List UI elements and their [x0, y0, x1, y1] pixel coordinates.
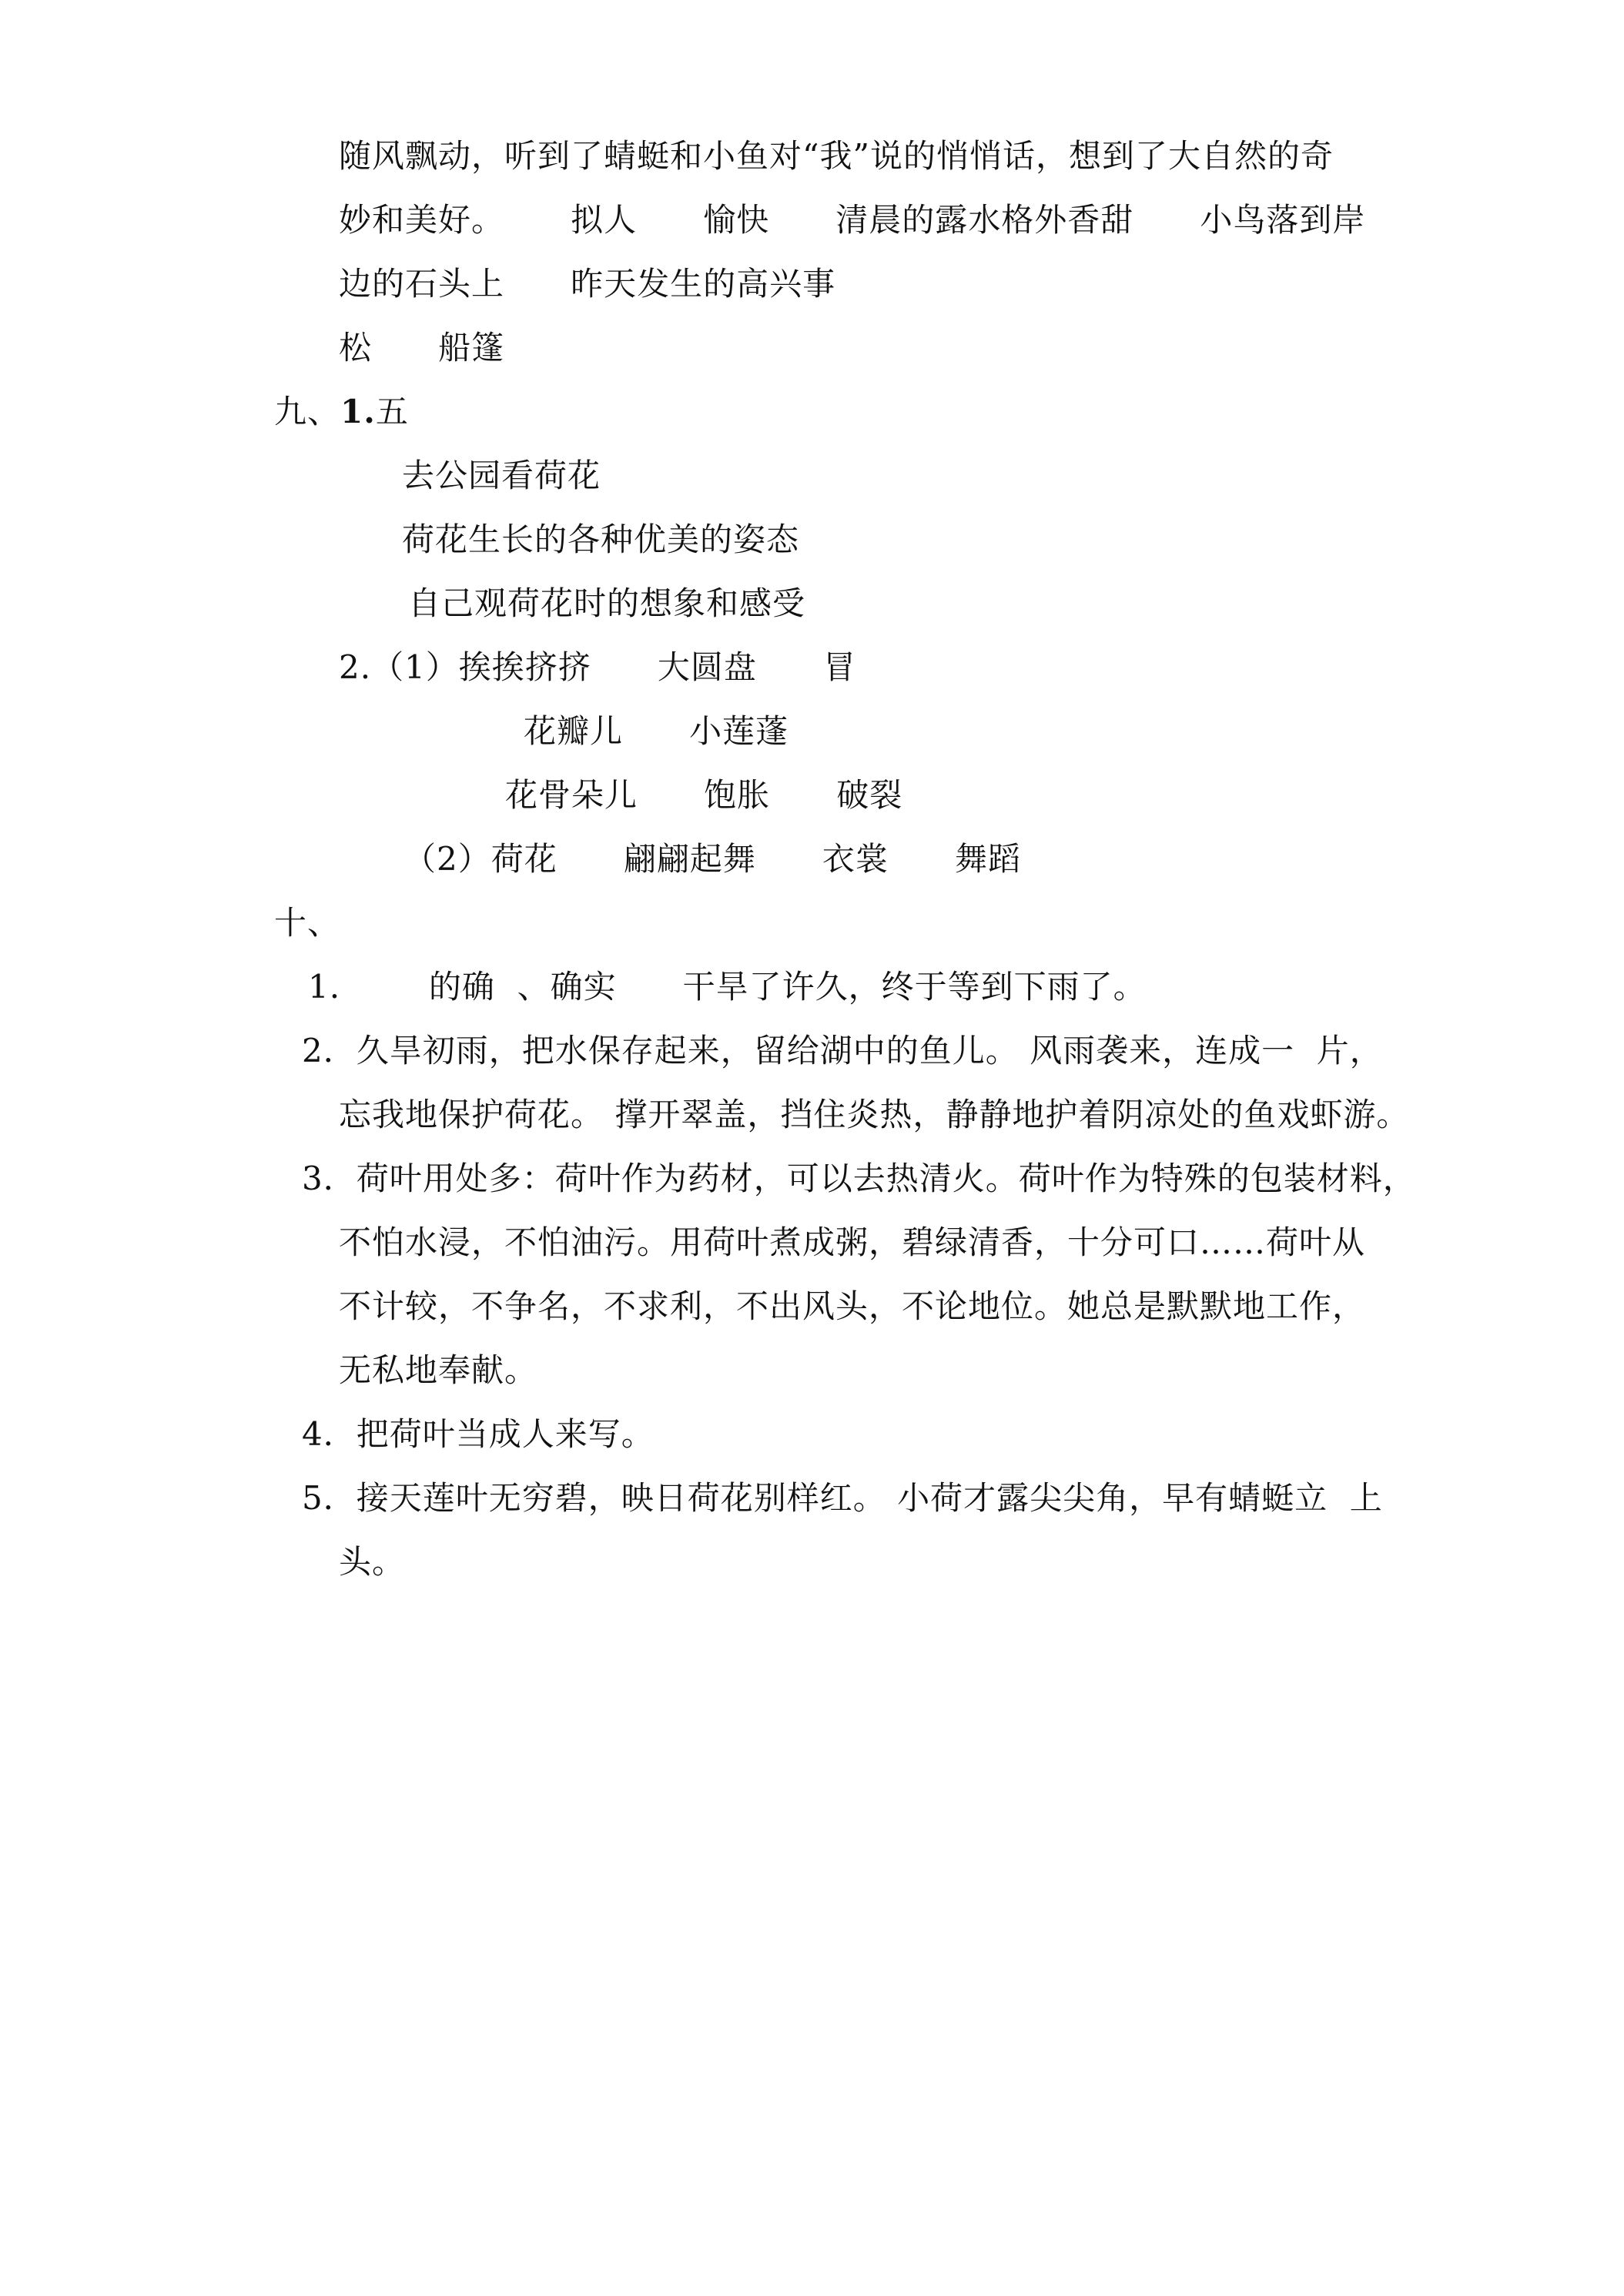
text-line: 随风飘动，听到了蜻蜓和小鱼对“我”说的悄悄话，想到了大自然的奇	[339, 137, 1334, 175]
item-text: 五	[375, 393, 409, 430]
text-line: 花骨朵儿 饱胀 破裂	[505, 776, 903, 814]
text-line: 松 船篷	[339, 329, 505, 366]
text-line: 2．久旱初雨，把水保存起来，留给湖中的鱼儿。 风雨袭来，连成一 片，	[302, 1032, 1383, 1069]
text-line: 妙和美好。 拟人 愉快 清晨的露水格外香甜 小鸟落到岸	[339, 201, 1366, 239]
text-line: 不怕水浸，不怕油污。用荷叶煮成粥，碧绿清香，十分可口……荷叶从	[339, 1223, 1366, 1261]
section-heading-10: 十、	[274, 904, 341, 942]
text-line: 花瓣儿 小莲蓬	[524, 712, 789, 750]
text-line: 1. 的确 、确实 干旱了许久，终于等到下雨了。	[308, 968, 1147, 1006]
item-number: 1.	[340, 393, 376, 430]
text-line: 2.（1）挨挨挤挤 大圆盘 冒	[339, 648, 857, 686]
text-line: 不计较，不争名，不求利，不出风头，不论地位。她总是默默地工作，	[339, 1287, 1366, 1325]
text-line: 自己观荷花时的想象和感受	[408, 584, 806, 622]
section-number: 九、	[274, 393, 341, 430]
text-line: 3．荷叶用处多：荷叶作为药材，可以去热清火。荷叶作为特殊的包装材料，	[302, 1160, 1416, 1197]
text-line: 4．把荷叶当成人来写。	[302, 1415, 655, 1453]
section-heading-9	[274, 393, 409, 430]
text-line: （2）荷花 翩翩起舞 衣裳 舞蹈	[403, 840, 1022, 878]
text-line: 荷花生长的各种优美的姿态	[402, 520, 800, 558]
text-line: 头。	[339, 1543, 406, 1581]
text-line: 边的石头上 昨天发生的高兴事	[339, 265, 836, 303]
text-line: 无私地奉献。	[339, 1351, 538, 1389]
text-line: 5．接天莲叶无穷碧，映日荷花别样红。 小荷才露尖尖角，早有蜻蜓立 上	[302, 1479, 1383, 1517]
text-line: 忘我地保护荷花。 撑开翠盖，挡住炎热，静静地护着阴凉处的鱼戏虾游。	[339, 1096, 1410, 1133]
text-line: 去公园看荷花	[402, 457, 601, 494]
